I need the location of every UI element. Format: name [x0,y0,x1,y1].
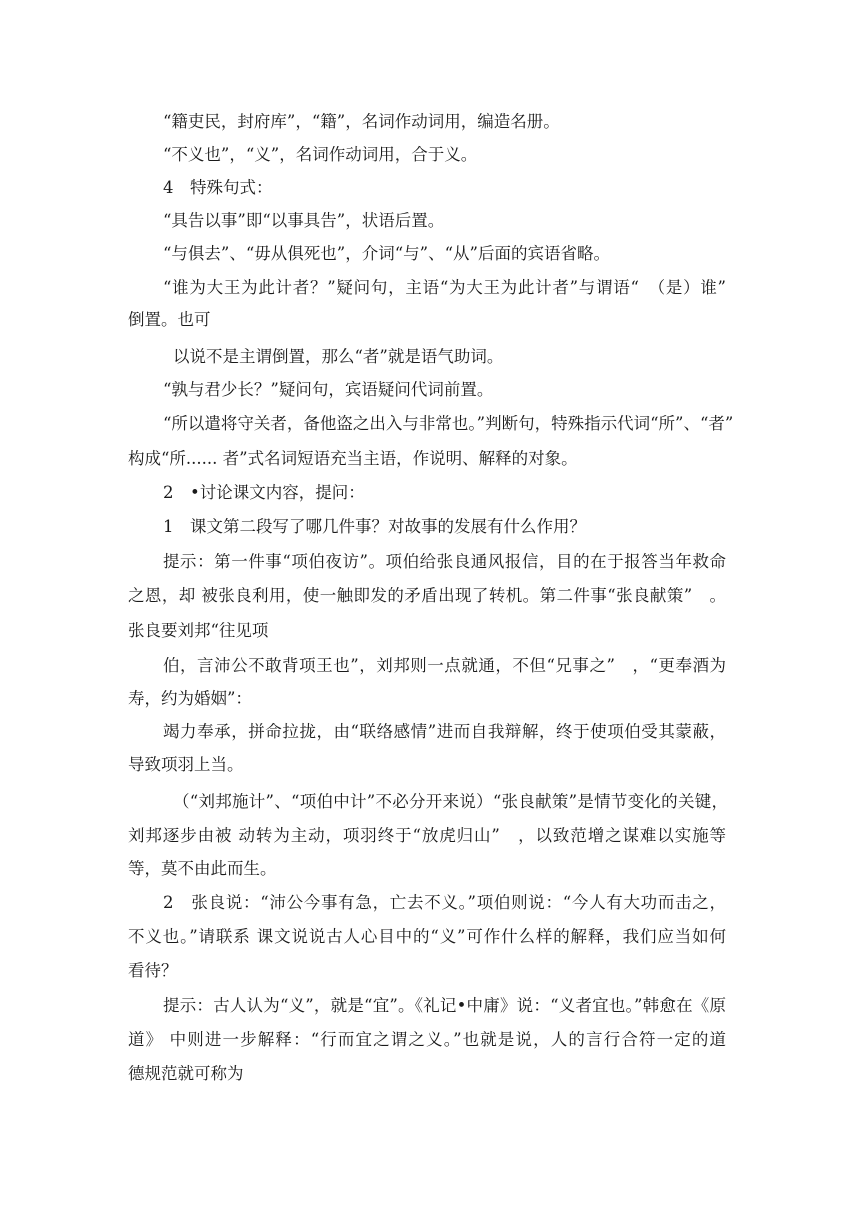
section-heading: 4 特殊句式： [163,178,273,197]
text-line: 导致项羽上当。 [128,755,244,774]
text-line: “孰与君少长？”疑问句，宾语疑问代词前置。 [163,380,494,399]
text-line: 构成“所...... 者”式名词短语充当主语，作说明、解释的对象。 [128,449,578,468]
text-line: 提示：古人认为“义”，就是“宜”。《礼记•中庸》说：“义者宜也。”韩愈在《原 [163,996,726,1015]
question-line: 1 课文第二段写了哪几件事？对故事的发展有什么作用？ [163,517,586,536]
text-line: 寿，约为婚姻”： [128,689,252,708]
text-line: “谁为大王为此计者？”疑问句，主语“为大王为此计者”与谓语“ （是）谁” [163,278,726,297]
question-line: 2 张良说：“沛公今事有急，亡去不义。”项伯则说：“今人有大功而击之， [163,893,726,912]
section-heading: 2 •讨论课文内容，提问： [163,483,365,502]
text-line: 德规范就可称为 [128,1064,244,1083]
text-line: 伯，言沛公不敢背项王也”，刘邦则一点就通，不但“兄事之” ，“更奉酒为 [163,656,726,675]
text-line: “所以遣将守关者，备他盗之出入与非常也。”判断句，特殊指示代词“所”、“者” [163,414,734,433]
text-line: “具告以事”即“以事具告”，状语后置。 [163,211,445,230]
text-line: 等，莫不由此而生。 [128,859,277,878]
text-line: 看待？ [128,961,178,980]
text-line: “与俱去”、“毋从俱死也”，介词“与”、“从”后面的宾语省略。 [163,244,610,263]
text-line: 张良要刘邦“往见项 [128,621,269,640]
text-line: （“刘邦施计”、“项伯中计”不必分开来说）“张良献策”是情节变化的关键， [173,792,728,811]
text-line: 倒置。也可 [128,310,211,329]
text-line: 刘邦逐步由被 动转为主动，项羽终于“放虎归山” ，以致范增之谋难以实施等 [128,826,726,845]
text-line: 提示：第一件事“项伯夜访”。项伯给张良通风报信，目的在于报答当年救命 [163,552,726,571]
text-line: 竭力奉承，拼命拉拢，由“联络感情”进而自我辩解，终于使项伯受其蒙蔽， [163,722,726,741]
text-line: 以说不是主谓倒置，那么“者”就是语气助词。 [173,347,504,366]
text-line: 不义也。”请联系 课文说说古人心目中的“义”可作什么样的解释，我们应当如何 [128,927,726,946]
text-line: 之恩，却 被张良利用，使一触即发的矛盾出现了转机。第二件事“张良献策” 。 [128,586,726,605]
text-line: 道》 中则进一步解释：“行而宜之谓之义。”也就是说，人的言行合符一定的道 [128,1030,726,1049]
text-line: “籍吏民，封府库”，“籍”，名词作动词用，编造名册。 [163,112,560,131]
text-line: “不义也”，“义”，名词作动词用，合于义。 [163,145,478,164]
